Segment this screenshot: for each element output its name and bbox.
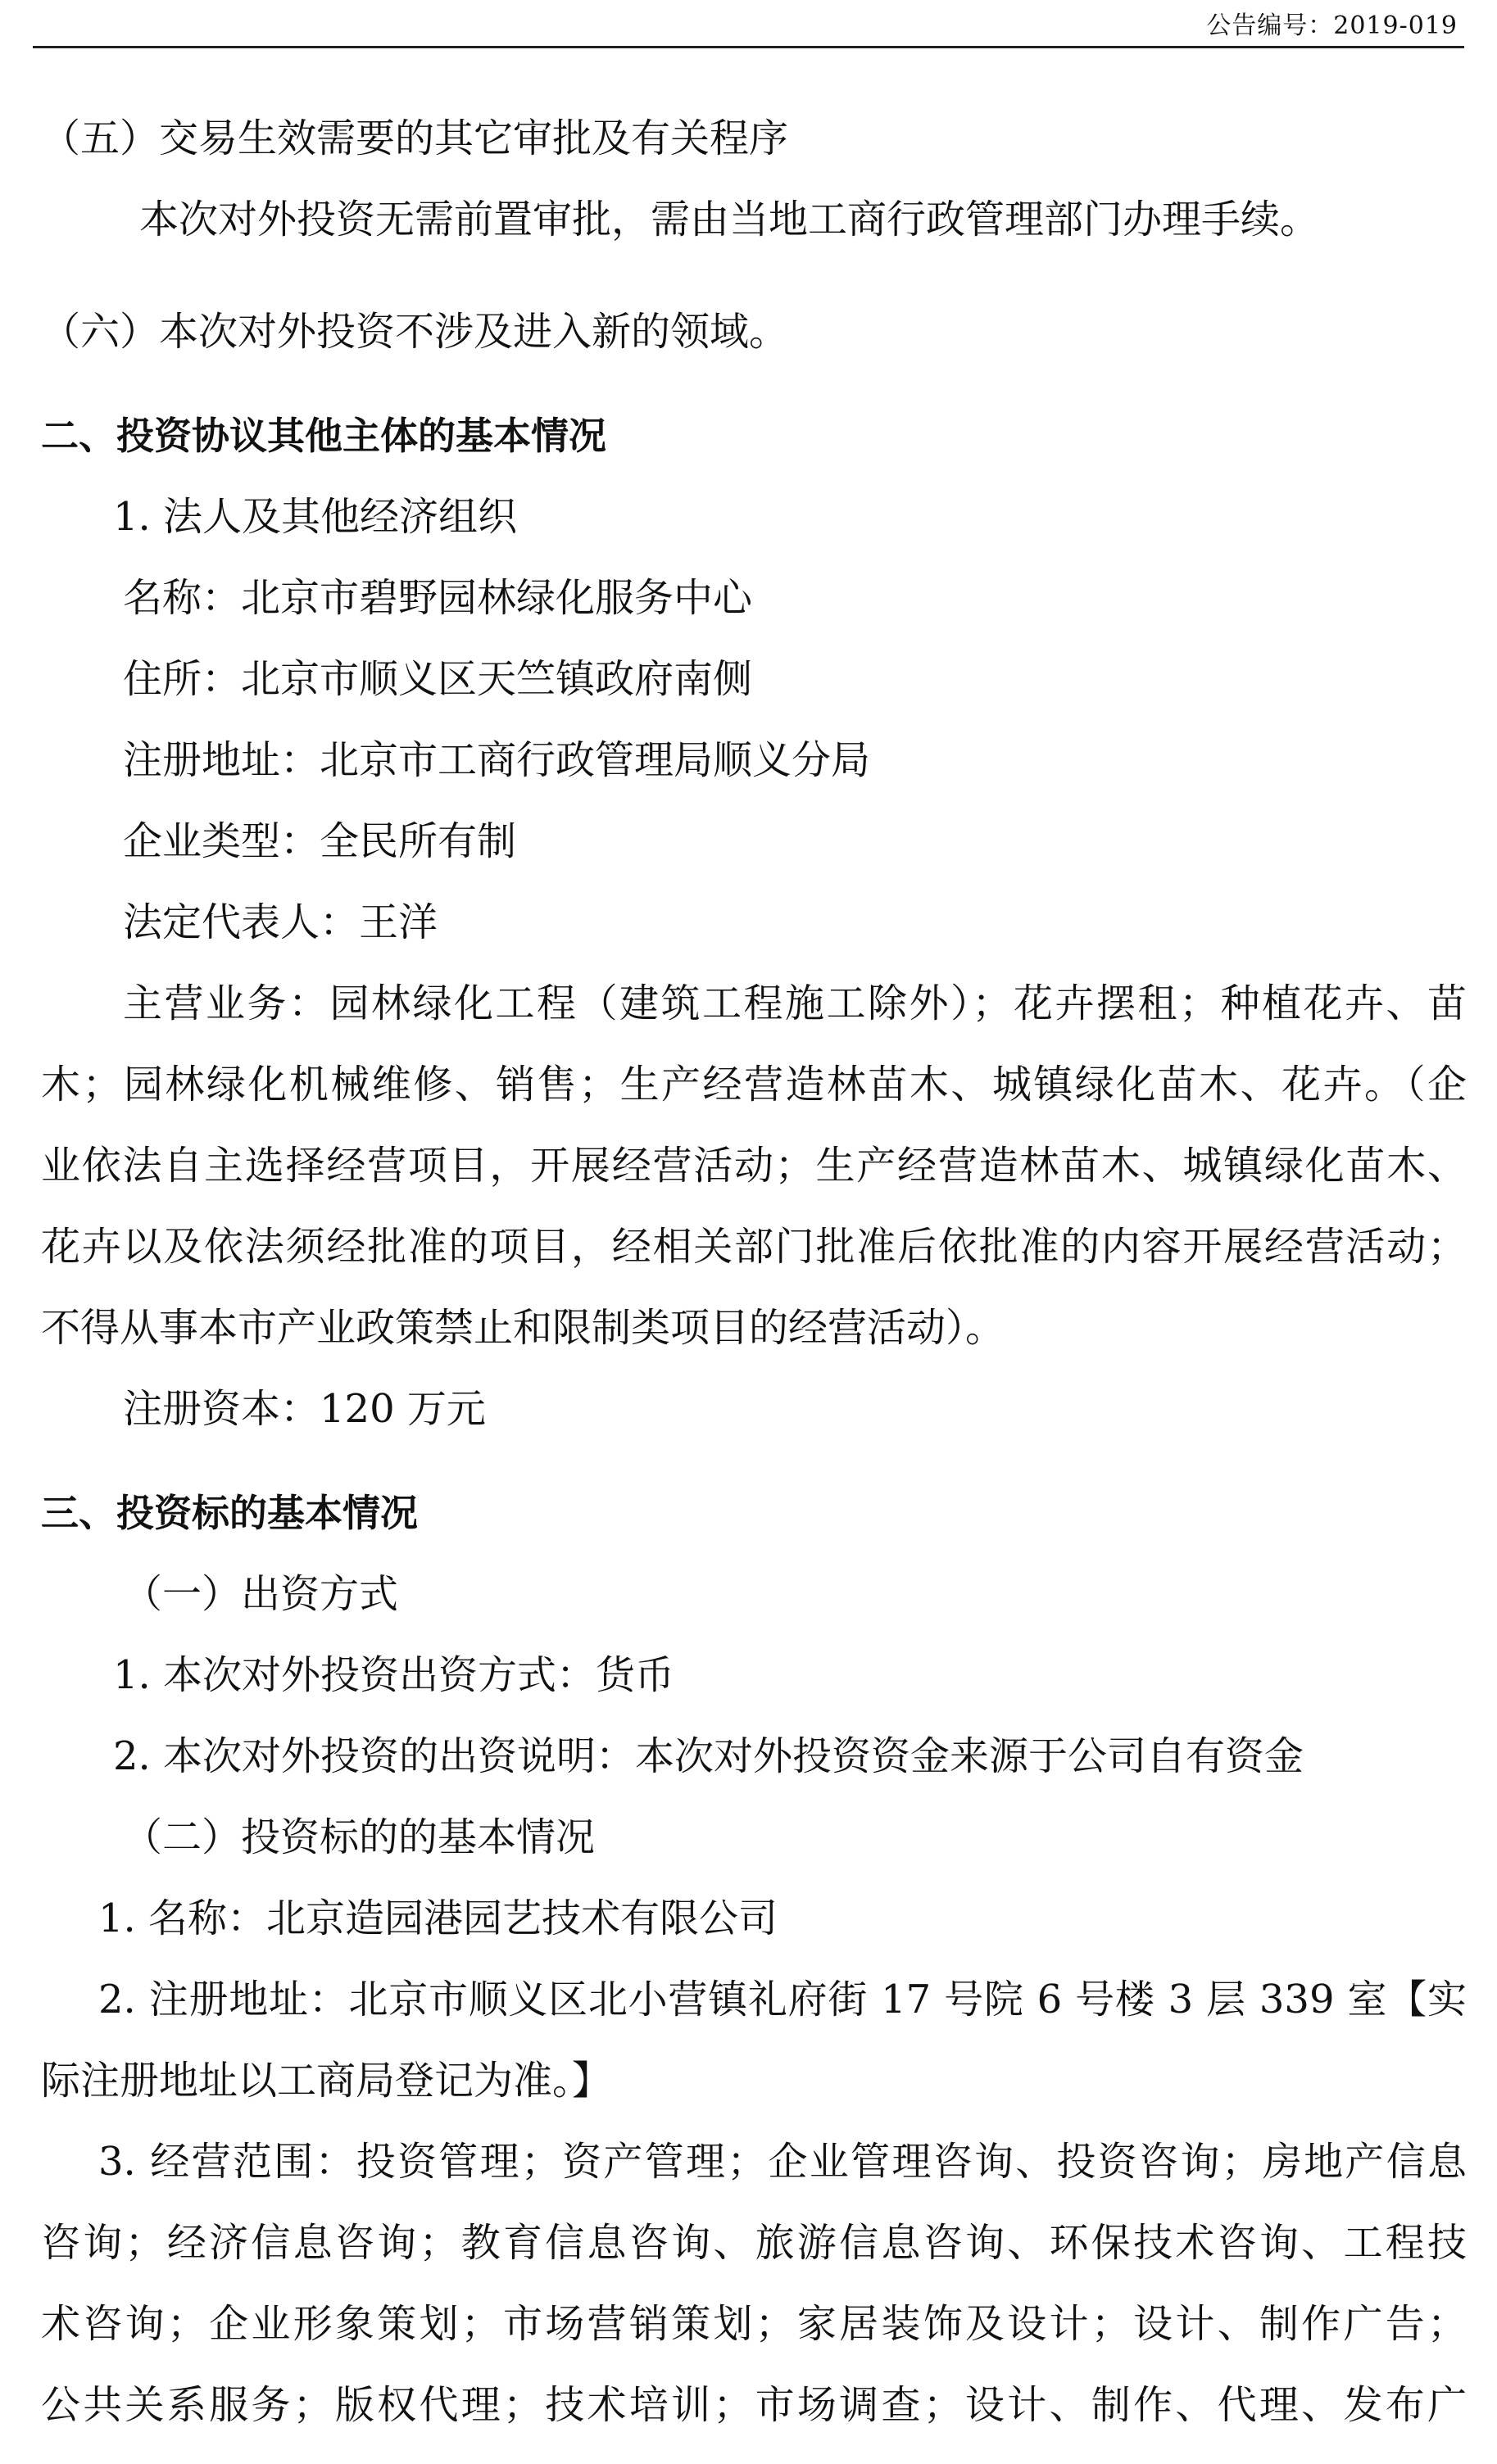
- item6-text: （六）本次对外投资不涉及进入新的领域。: [41, 309, 789, 355]
- target-address-line: 2. 注册地址：北京市顺义区北小营镇礼府街 17 号院 6 号楼 3 层 339 室【实: [98, 1977, 1467, 2022]
- partner-address: 住所：北京市顺义区天竺镇政府南侧: [123, 656, 753, 702]
- target-name: 1. 名称：北京造园港园艺技术有限公司: [98, 1896, 778, 1941]
- partner-business-line: 业依法自主选择经营项目，开展经营活动；生产经营造林苗木、城镇绿化苗木、: [41, 1143, 1467, 1189]
- partner-business-line: 木；园林绿化机械维修、销售；生产经营造林苗木、城镇绿化苗木、花卉。（企: [41, 1062, 1467, 1107]
- partner-name: 名称：北京市碧野园林绿化服务中心: [123, 575, 753, 621]
- partner-business-line: 不得从事本市产业政策禁止和限制类项目的经营活动）。: [41, 1305, 1005, 1351]
- page-header: [33, 0, 1464, 48]
- investment-method: 1. 本次对外投资出资方式：货币: [113, 1652, 675, 1698]
- item5-title: （五）交易生效需要的其它审批及有关程序: [41, 116, 789, 161]
- section3-sub1: （一）出资方式: [123, 1571, 399, 1617]
- partner-reg-address: 注册地址：北京市工商行政管理局顺义分局: [123, 737, 871, 783]
- investment-note: 2. 本次对外投资的出资说明：本次对外投资资金来源于公司自有资金: [113, 1733, 1304, 1779]
- section3-heading: 三、投资标的基本情况: [41, 1491, 418, 1535]
- announcement-number: 公告编号：2019-019: [1206, 11, 1458, 40]
- document-body: [41, 98, 1467, 2446]
- target-scope-line: 公共关系服务；版权代理；技术培训；市场调查；设计、制作、代理、发布广: [41, 2382, 1467, 2428]
- section2-heading: 二、投资协议其他主体的基本情况: [41, 414, 606, 458]
- section2-sub1: 1. 法人及其他经济组织: [113, 494, 518, 540]
- item5-text: 本次对外投资无需前置审批，需由当地工商行政管理部门办理手续。: [139, 197, 1320, 242]
- partner-enterprise-type: 企业类型：全民所有制: [123, 818, 517, 864]
- target-scope-line: 3. 经营范围：投资管理；资产管理；企业管理咨询、投资咨询；房地产信息: [98, 2139, 1467, 2185]
- partner-legal-rep: 法定代表人：王洋: [123, 899, 438, 945]
- target-scope-line: 术咨询；企业形象策划；市场营销策划；家居装饰及设计；设计、制作广告；: [41, 2301, 1467, 2347]
- partner-business-line: 主营业务：园林绿化工程（建筑工程施工除外）；花卉摆租；种植花卉、苗: [123, 981, 1467, 1026]
- target-scope-line: 咨询；经济信息咨询；教育信息咨询、旅游信息咨询、环保技术咨询、工程技: [41, 2220, 1467, 2266]
- target-address-line: 际注册地址以工商局登记为准。】: [41, 2058, 612, 2104]
- partner-reg-capital: 注册资本：120 万元: [123, 1386, 486, 1432]
- partner-business-line: 花卉以及依法须经批准的项目，经相关部门批准后依批准的内容开展经营活动；: [41, 1224, 1467, 1270]
- section3-sub2: （二）投资标的的基本情况: [123, 1814, 596, 1860]
